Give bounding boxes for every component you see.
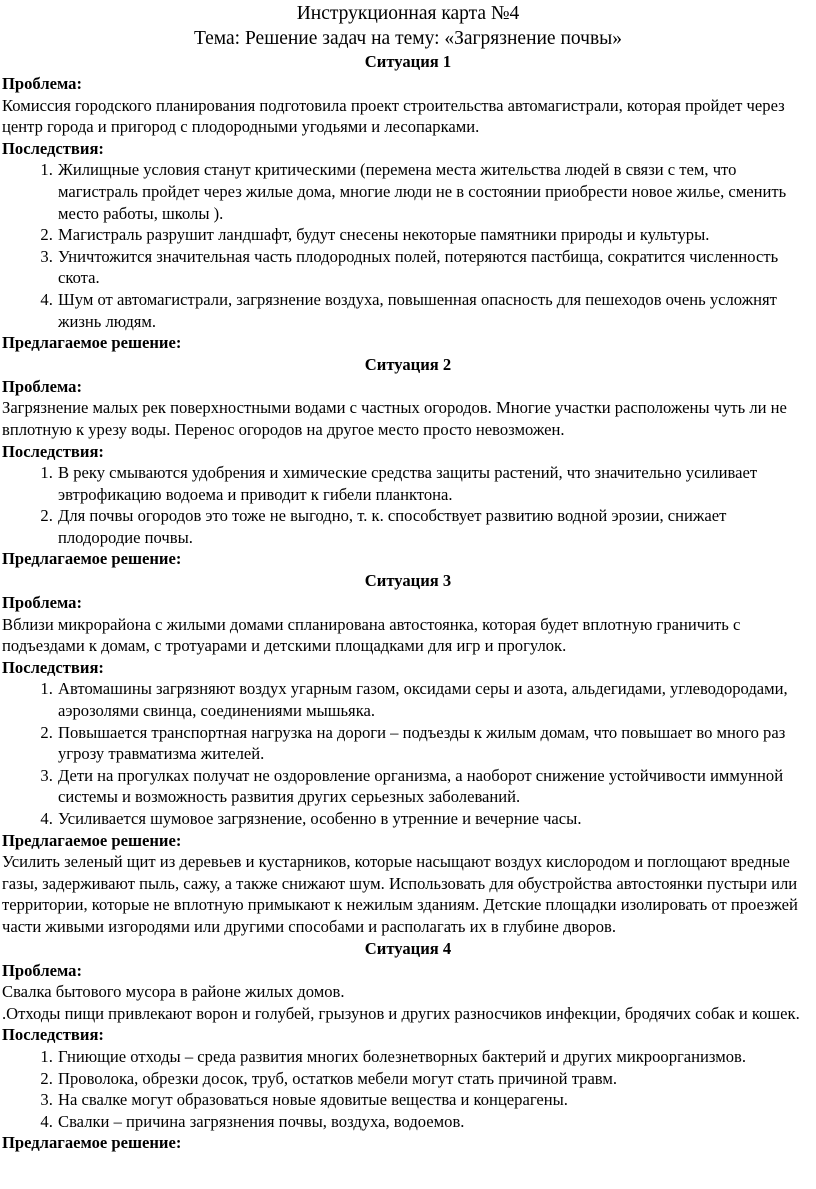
situation-3 [2, 570, 802, 938]
solution-label: Предлагаемое решение: [2, 1133, 182, 1153]
list-item: 4. Шум от автомагистрали, загрязнение воздуха, повышенная опасность для пешеходов очень усложнят жизнь людям. [57, 289, 802, 332]
title-line-1: Инструкционная карта №4 [296, 3, 520, 24]
list-item: 1. Гниющие отходы – среда развития многих болезнетворных бактерий и других микроорганизмов. [57, 1046, 802, 1068]
list-item: 2. Магистраль разрушит ландшафт, будут снесены некоторые памятники природы и культуры. [57, 224, 802, 246]
situation-1-problem: Комиссия городского планирования подготовила проект строительства автомагистрали, которая пройдет через центр города и пригород с плодородными угодьями и лесопарками. [2, 95, 785, 137]
list-item: 1. Жилищные условия станут критическими (перемена места жительства людей в связи с тем, что магистраль пройдет через жилые дома, многие люди не в состоянии приобрести новое жилье, сменить место работы, школы ). [57, 159, 802, 224]
consequences-label: Последствия: [2, 1025, 104, 1045]
situation-4 [2, 938, 802, 1154]
list-item: 2. Проволока, обрезки досок, труб, остатков мебели могут стать причиной травм. [57, 1068, 802, 1090]
situation-4-problem-extra: .Отходы пищи привлекают ворон и голубей, грызунов и других разносчиков инфекции, бродячих собак и кошек. [2, 1003, 800, 1023]
situation-1-consequences [2, 159, 802, 332]
solution-label: Предлагаемое решение: [2, 333, 182, 353]
situation-4-title: Ситуация 4 [364, 938, 452, 958]
list-item: 2. Для почвы огородов это тоже не выгодно, т. к. способствует развитию водной эрозии, снижает плодородие почвы. [57, 505, 802, 548]
title-line-2: Тема: Решение задач на тему: «Загрязнение почвы» [193, 28, 623, 49]
situation-4-problem: Свалка бытового мусора в районе жилых домов. [2, 982, 345, 1002]
problem-label: Проблема: [2, 593, 83, 613]
situation-1-title: Ситуация 1 [364, 52, 452, 71]
situation-4-consequences [2, 1046, 802, 1132]
situation-3-title: Ситуация 3 [364, 571, 452, 591]
consequences-label: Последствия: [2, 657, 104, 677]
solution-label: Предлагаемое решение: [2, 549, 182, 569]
situation-3-consequences [2, 678, 802, 829]
problem-label: Проблема: [2, 376, 83, 396]
list-item: 1. Автомашины загрязняют воздух угарным газом, оксидами серы и азота, альдегидами, углеводородами, аэрозолями свинца, соединениями мышьяка. [57, 678, 802, 721]
list-item: 4. Усиливается шумовое загрязнение, особенно в утренние и вечерние часы. [57, 808, 802, 830]
situation-1 [2, 51, 802, 354]
document-title [14, 0, 802, 51]
solution-label: Предлагаемое решение: [2, 830, 182, 850]
problem-label: Проблема: [2, 960, 83, 980]
list-item: 4. Свалки – причина загрязнения почвы, воздуха, водоемов. [57, 1111, 802, 1133]
situation-2-problem: Загрязнение малых рек поверхностными водами с частных огородов. Многие участки расположены чуть ли не вплотную к урезу воды. Перенос огородов на другое место просто невозможен. [2, 398, 787, 439]
consequences-label: Последствия: [2, 441, 104, 461]
list-item: 3. На свалке могут образоваться новые ядовитые вещества и концерагены. [57, 1089, 802, 1111]
situation-2-title: Ситуация 2 [364, 354, 452, 374]
problem-label: Проблема: [2, 74, 83, 93]
situation-2-consequences [2, 462, 802, 548]
situation-3-problem: Вблизи микрорайона с жилыми домами спланирована автостоянка, которая будет вплотную граничить с подъездами к домам, с тротуарами и детскими площадками для игр и прогулок. [2, 614, 741, 656]
situation-3-solution: Усилить зеленый щит из деревьев и кустарников, которые насыщают воздух кислородом и поглощают вредные газы, задерживают пыль, сажу, а также снижают шум. Использовать для обустройства автостоянки пустыри или территории, которые не вплотную примыкают к нежилым зданиям. Детские площадки изолировать от проезжей части живыми изгородями или другими способами и располагать их в глубине дворов. [2, 852, 798, 936]
consequences-label: Последствия: [2, 138, 104, 158]
list-item: 3. Дети на прогулках получат не оздоровление организма, а наоборот снижение устойчивости иммунной системы и возможность развития других серьезных заболеваний. [57, 765, 802, 808]
list-item: 2. Повышается транспортная нагрузка на дороги – подъезды к жилым домам, что повышает во много раз угрозу травматизма жителей. [57, 722, 802, 765]
list-item: 3. Уничтожится значительная часть плодородных полей, потеряются пастбища, сократится численность скота. [57, 246, 802, 289]
situation-2 [2, 354, 802, 570]
list-item: 1. В реку смываются удобрения и химические средства защиты растений, что значительно усиливает эвтрофикацию водоема и приводит к гибели планктона. [57, 462, 802, 505]
